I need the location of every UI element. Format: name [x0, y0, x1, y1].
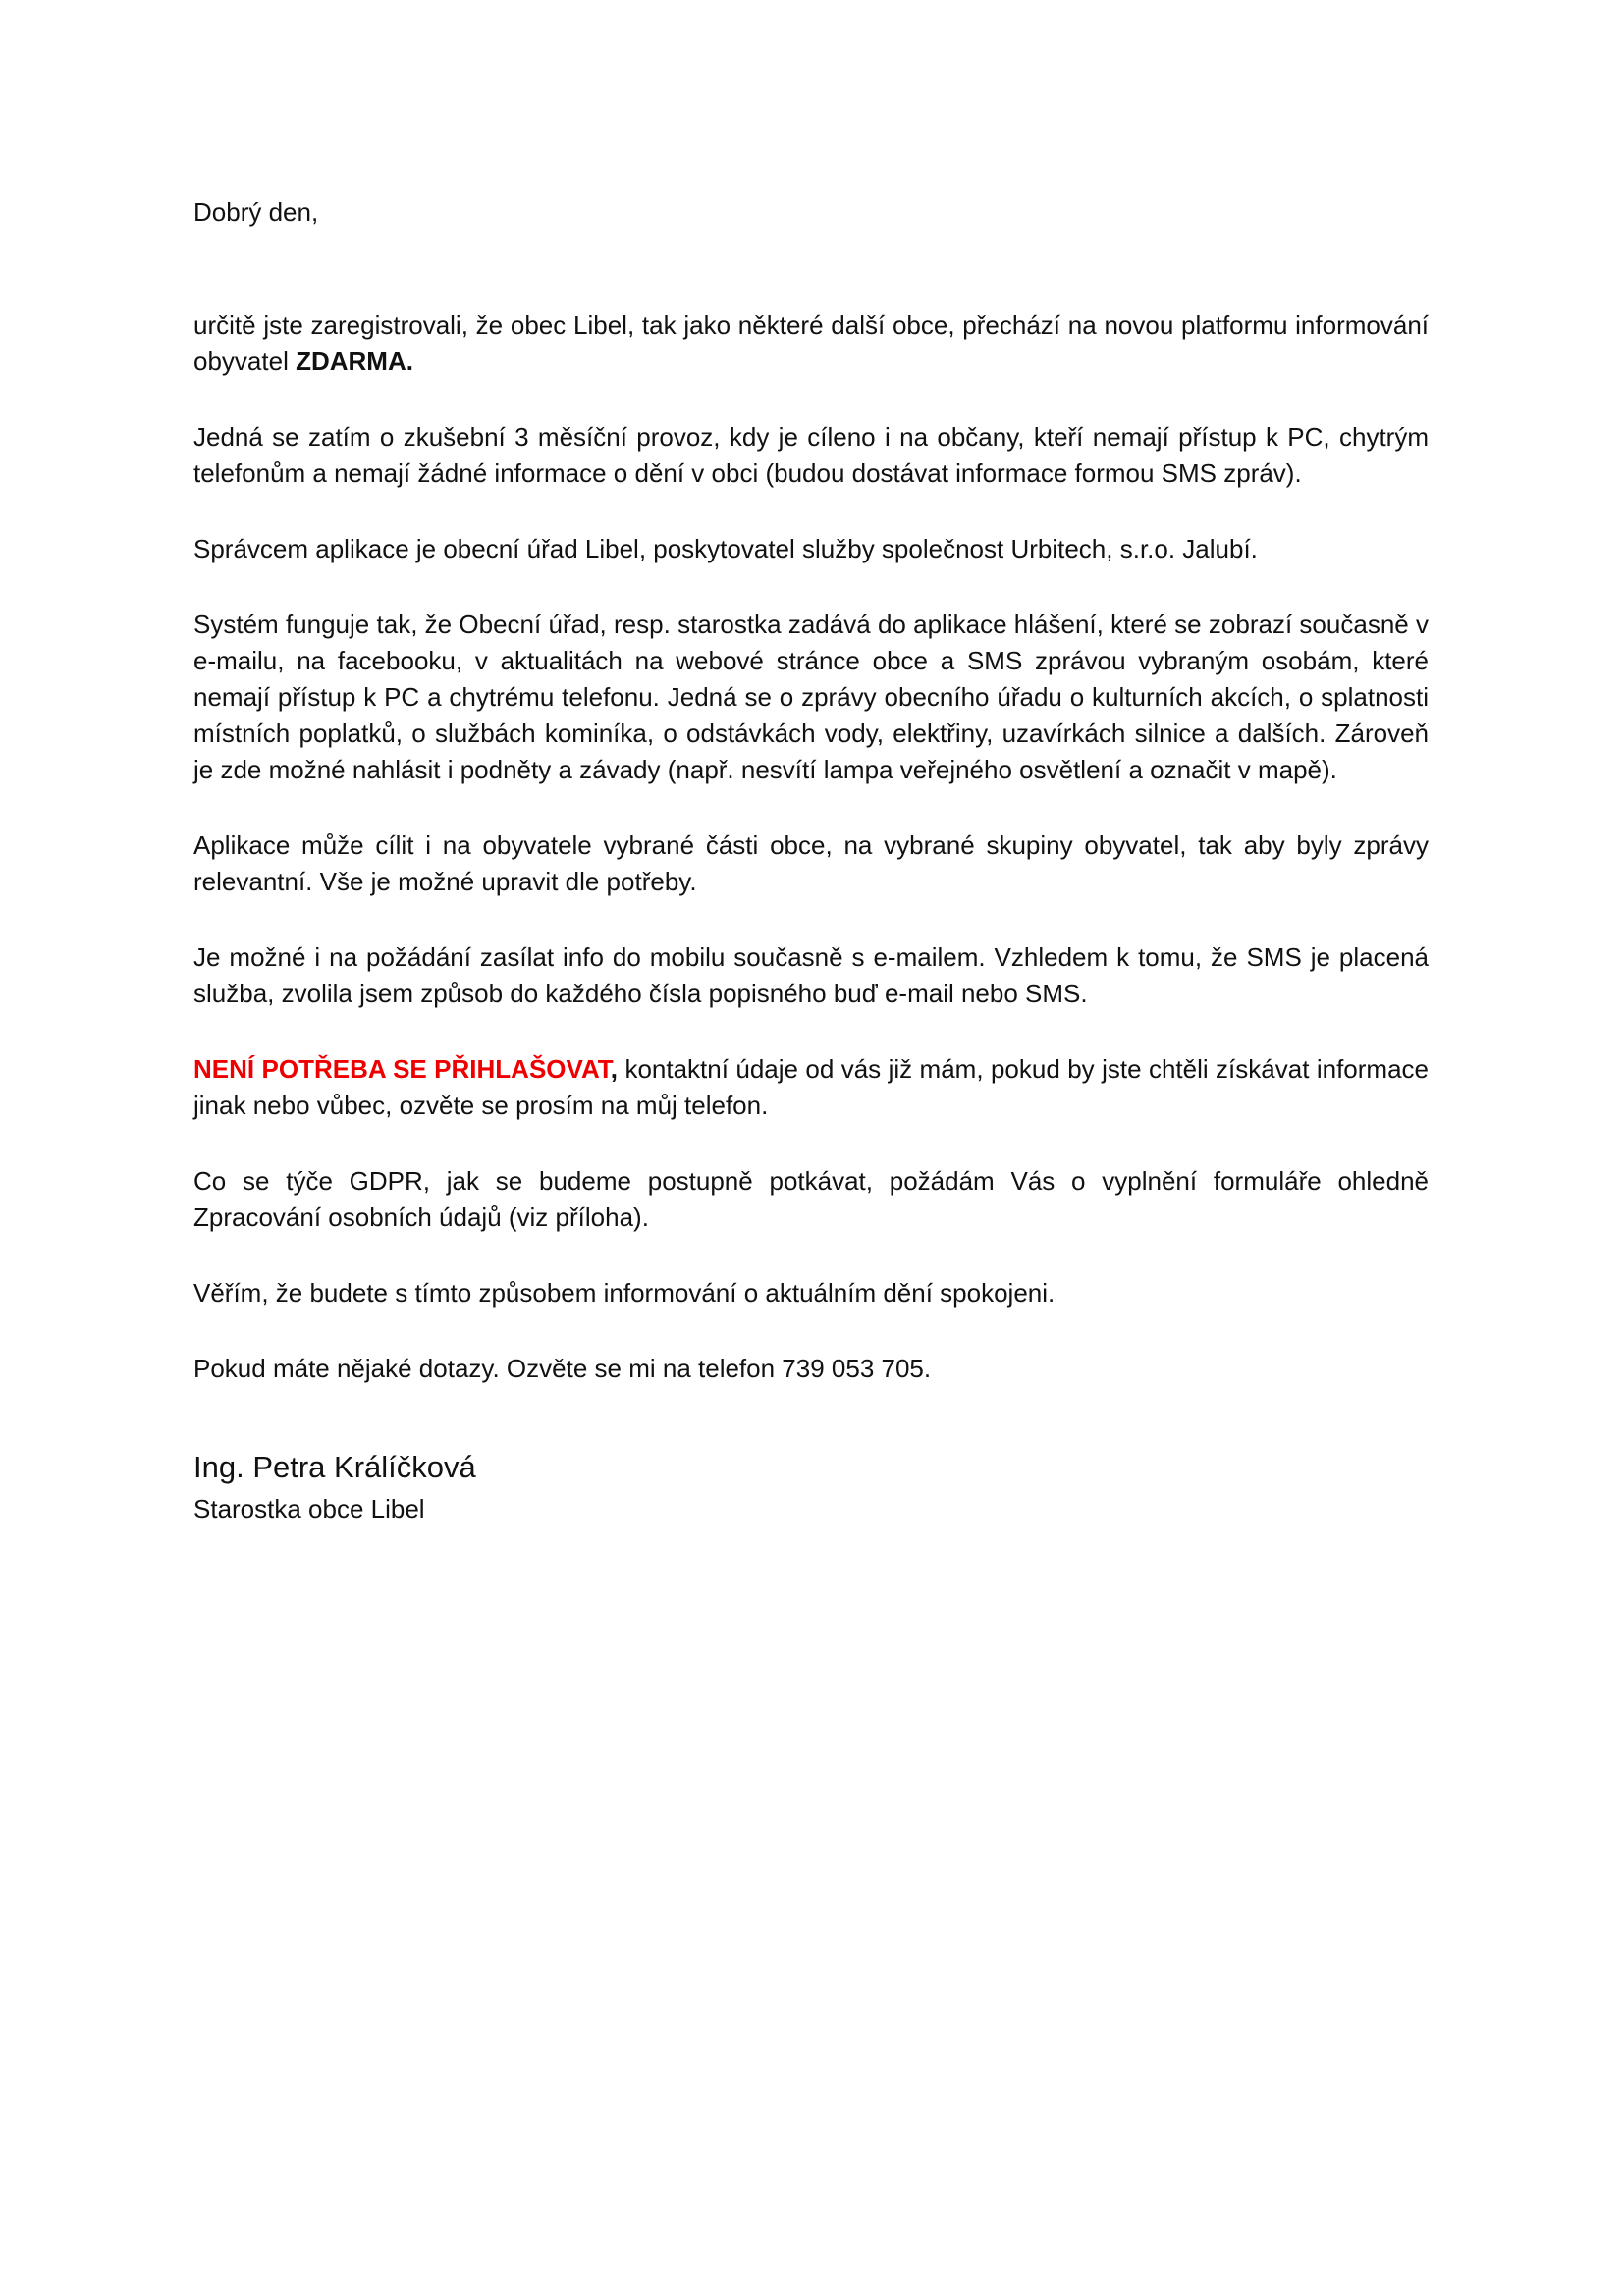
signature-name: Ing. Petra Králíčková	[193, 1450, 476, 1484]
paragraph-no-registration	[193, 1051, 1429, 1124]
no-registration-comma: ,	[610, 1054, 619, 1084]
paragraph-system-description: Systém funguje tak, že Obecní úřad, resp. starostka zadává do aplikace hlášení, které se zobrazí současně v e-mailu, na facebooku, v aktualitách na webové stránce obce a SMS zprávou vybraným osobám, které nemají přístup k PC a chytrému telefonu. Jedná se o zprávy obecního úřadu o kulturních akcích, o splatnosti místních poplatků, o službách kominíka, o odstávkách vody, elektřiny, uzavírkách silnice a dalších. Zároveň je zde možné nahlásit i podněty a závady (např. nesvítí lampa veřejného osvětlení a označit v mapě).	[193, 610, 1429, 784]
paragraph-questions-phone: Pokud máte nějaké dotazy. Ozvěte se mi na telefon 739 053 705.	[193, 1354, 932, 1383]
paragraph-intro-platform	[193, 307, 1429, 380]
paragraph-targeting: Aplikace může cílit i na obyvatele vybrané části obce, na vybrané skupiny obyvatel, tak aby byly zprávy relevantní. Vše je možné upravit dle potřeby.	[193, 830, 1429, 896]
paragraph-administrator: Správcem aplikace je obecní úřad Libel, poskytovatel služby společnost Urbitech, s.r.o. Jalubí.	[193, 534, 1258, 563]
paragraph-hope: Věřím, že budete s tímto způsobem informování o aktuálním dění spokojeni.	[193, 1278, 1056, 1308]
intro-bold-zdarma: ZDARMA.	[296, 347, 413, 376]
greeting-line: Dobrý den,	[193, 197, 319, 227]
no-registration-rest: kontaktní údaje od vás již mám, pokud by jste chtěli získávat informace jinak nebo vůbec, ozvěte se prosím na můj telefon.	[193, 1054, 1429, 1120]
signature-role: Starostka obce Libel	[193, 1494, 425, 1523]
intro-text: určitě jste zaregistrovali, že obec Libel, tak jako některé další obce, přechází na novou platformu informování obyvatel	[193, 310, 1429, 376]
paragraph-trial-period: Jedná se zatím o zkušební 3 měsíční provoz, kdy je cíleno i na občany, kteří nemají přístup k PC, chytrým telefonům a nemají žádné informace o dění v obci (budou dostávat informace formou SMS zpráv).	[193, 422, 1429, 488]
paragraph-sms-email-choice: Je možné i na požádání zasílat info do mobilu současně s e-mailem. Vzhledem k tomu, že SMS je placená služba, zvolila jsem způsob do každého čísla popisného buď e-mail nebo SMS.	[193, 942, 1429, 1008]
signature-block	[193, 1446, 1429, 1528]
no-registration-red-text: NENÍ POTŘEBA SE PŘIHLAŠOVAT	[193, 1054, 611, 1084]
paragraph-gdpr: Co se týče GDPR, jak se budeme postupně potkávat, požádám Vás o vyplnění formuláře ohledně Zpracování osobních údajů (viz příloha).	[193, 1166, 1429, 1232]
